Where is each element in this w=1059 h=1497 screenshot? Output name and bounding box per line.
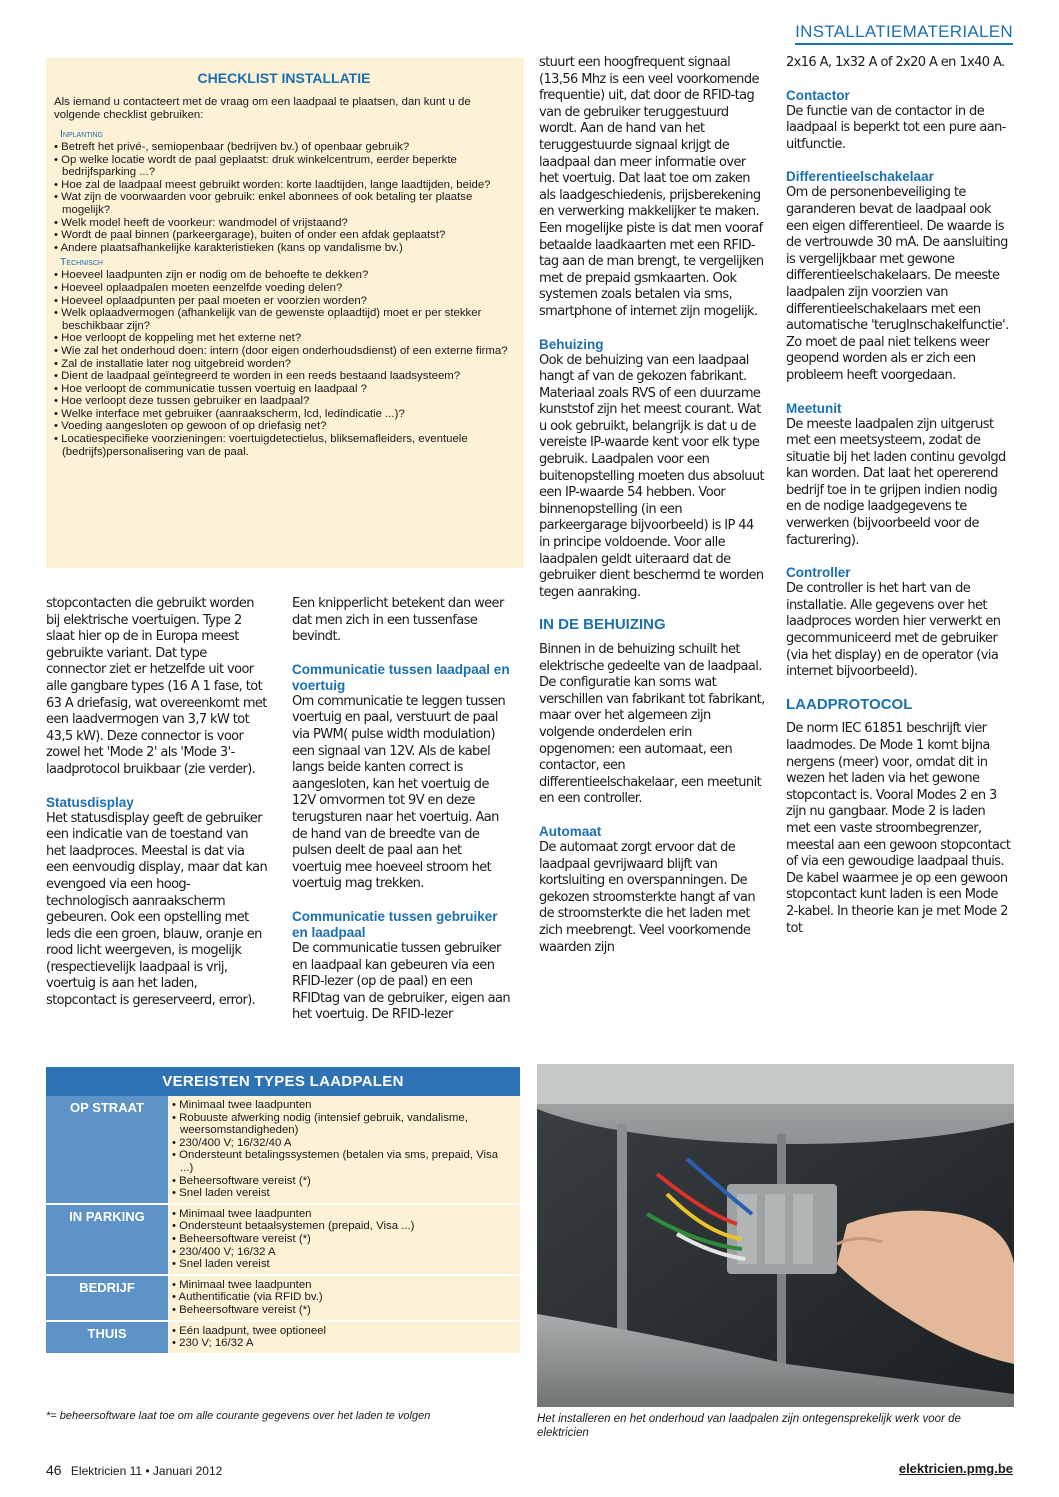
checklist-intro: Als iemand u contacteert met de vraag om een laadpaal te plaatsen, dan kunt u de volgende checklist gebruiken:: [54, 96, 471, 121]
checklist-box: [46, 58, 524, 568]
list-item: • 230/400 V; 16/32 A: [172, 1245, 276, 1258]
list-item: • Hoeveel oplaadpunten per paal moeten er voorzien worden?: [54, 295, 514, 308]
list-item: • Hoe zal de laadpaal meest gebruikt worden: korte laadtijden, lange laadtijden, beide?: [54, 179, 514, 192]
heading-statusdisplay: Statusdisplay: [46, 794, 134, 810]
list-item: • Hoe verloopt deze tussen gebruiker en laadpaal?: [54, 395, 514, 408]
heading-communicatie-voertuig: Communicatie tussen laadpaal en voertuig: [292, 661, 510, 693]
body-paragraph: stuurt een hoogfrequent signaal (13,56 Mhz is een veel voorkomende frequentie) uit, dat door de RFID-tag van de gebruiker teruggestuurd wordt. Aan de hand van het teruggestuurde signaal krijgt de laadpaal dan meer informatie over het voertuig. Dat laat toe om zaken als laadgeschiedenis, prijsberekening en verwerking makkelijker te maken. Een mogelijke piste is dat men vooraf betaalde laadkaarten met een RFID-tag aan de man brengt, te vergelijken met de prepaid gsmkaarten. Ook systemen zoals betalen via sms, smartphone of internet zijn mogelijk.: [539, 55, 764, 319]
checklist-heading-inplanting: Inplanting: [60, 128, 103, 140]
list-item: • Hoe verloopt de communicatie tussen voertuig en laadpaal ?: [54, 383, 514, 396]
list-item: • 230 V; 16/32 A: [172, 1337, 254, 1350]
table-row: [46, 1205, 520, 1276]
column-3: [539, 55, 765, 956]
heading-differentieelschakelaar: Differentieelschakelaar: [786, 169, 934, 185]
checklist-list-inplanting: [54, 141, 514, 254]
list-item: • Hoeveel oplaadpalen moeten eenzelfde voeding delen?: [54, 282, 514, 295]
body-paragraph: Een knipperlicht betekent dan weer dat men zich in een tussenfase bevindt.: [292, 596, 504, 645]
list-item: • Minimaal twee laadpunten: [172, 1278, 312, 1291]
table-row: [46, 1322, 520, 1355]
body-paragraph: De automaat zorgt ervoor dat de laadpaal gevrijwaard blijft van kortsluiting en overspanningen. De gekozen stroomsterkte hangt af van de stroomsterkte die het laden met zich meebrengt. Veel voorkomende waarden zijn: [539, 839, 756, 955]
column-4: [786, 55, 1012, 937]
issue-info: Elektricien 11 • Januari 2012: [70, 1464, 223, 1478]
body-paragraph: Ook de behuizing van een laadpaal hangt af van de gekozen fabrikant. Materiaal zoals RVS of een duurzame kunststof zijn het meest courant. Wat u ook gebruikt, belangrijk is dat u de vereiste IP-waarde kent voor elk type gebruik. Laadpalen voor een buitenopstelling moeten dus absoluut een IP-waarde 54 hebben. Voor binnenopstelling (in een parkeergarage bijvoorbeeld) is IP 44 in principe voldoende. Voor alle laadpalen geldt uiteraard dat de gebruiker dient beschermd te worden tegen aanraking.: [539, 352, 764, 600]
list-item: • Beheersoftware vereist (*): [172, 1232, 311, 1245]
body-paragraph: De communicatie tussen gebruiker en laadpaal kan gebeuren via een RFID-lezer (op de paal) en een RFIDtag van de gebruiker, eigen aan het voertuig. De RFID-lezer: [292, 940, 510, 1023]
website-link[interactable]: elektricien.pmg.be: [898, 1461, 1013, 1476]
page-number: 46: [46, 1462, 62, 1478]
list-item: • Authentificatie (via RFID bv.): [172, 1291, 323, 1304]
body-paragraph: Om communicatie te leggen tussen voertuig en paal, verstuurt de paal via PWM( pulse width modulation) een signaal van 12V. Als de kabel langs beide kanten correct is aangesloten, kan het voertuig de 12V omvormen tot 9V en deze terugsturen naar het voertuig. Aan de hand van de breedte van de pulsen deelt de paal aan het voertuig mee hoeveel stroom het voertuig mag trekken.: [292, 693, 506, 892]
row-label: BEDRIJF: [46, 1276, 168, 1320]
row-items: [168, 1096, 520, 1203]
body-paragraph: De controller is het hart van de installatie. Alle gegevens over het laadproces worden hier verwerkt en gecommuniceerd met de gebruiker (via het display) en de operator (via internet bijvoorbeeld).: [786, 581, 1001, 680]
body-paragraph: De functie van de contactor in de laadpaal is beperkt tot een pure aan-uitfunctie.: [786, 103, 1006, 152]
body-paragraph: 2x16 A, 1x32 A of 2x20 A en 1x40 A.: [786, 55, 1005, 70]
body-paragraph: De norm IEC 61851 beschrijft vier laadmodes. De Mode 1 komt bijna nergens (meer) voor, omdat dit in wezen het laden via het gewone stopcontact is. Vooral Modes 2 en 3 zijn nu gangbaar. Mode 2 is laden met een vaste stroombegrenzer, meestal aan een gewoon stopcontact of via een gewoudige laadpaal thuis. De kabel waarmee je op een gewoon stopcontact kunt laden is een Mode 2-kabel. In theorie kan je met Mode 2 tot: [786, 721, 1011, 936]
heading-automaat: Automaat: [539, 823, 602, 839]
list-item: • Welk model heeft de voorkeur: wandmodel of vrijstaand?: [54, 217, 514, 230]
list-item: • Snel laden vereist: [172, 1258, 270, 1271]
row-label: OP STRAAT: [46, 1096, 168, 1203]
list-item: • Voeding aangesloten op gewoon of op driefasig net?: [54, 420, 514, 433]
checklist-title: CHECKLIST INSTALLATIE: [197, 70, 371, 86]
table-row: [46, 1276, 520, 1322]
photo-caption: Het installeren en het onderhoud van laadpalen zijn ontegensprekelijk werk voor de elektricien: [537, 1413, 961, 1439]
list-item: • Minimaal twee laadpunten: [172, 1207, 312, 1220]
heading-meetunit: Meetunit: [786, 400, 842, 416]
body-paragraph: stopcontacten die gebruikt worden bij elektrische voertuigen. Type 2 slaat hier op de in Europa meest gebruikte variant. Dat type connector ziet er hetzelfde uit voor alle gangbare types (16 A 1 fase, tot 63 A driefasig, wat overeenkomt met een laadvermogen van 3,7 kW tot 43,5 kW). Deze connector is voor zowel het 'Mode 2' als 'Mode 3'-laadprotocol bruikbaar (zie verder).: [46, 596, 267, 777]
list-item: • Andere plaatsafhankelijke karakteristieken (kans op vandalisme bv.): [54, 242, 514, 255]
list-item: • Betreft het privé-, semiopenbaar (bedrijven bv.) of openbaar gebruik?: [54, 141, 514, 154]
list-item: • Eén laadpunt, twee optioneel: [172, 1324, 327, 1337]
list-item: • Wordt de paal binnen (parkeergarage), buiten of onder een afdak geplaatst?: [54, 229, 514, 242]
list-item: • Wat zijn de voorwaarden voor gebruik: enkel abonnees of ook betaling ter plaatse mogelijk?: [54, 191, 514, 216]
heading-in-de-behuizing: IN DE BEHUIZING: [539, 616, 666, 634]
list-item: • 230/400 V; 16/32/40 A: [172, 1136, 292, 1149]
heading-communicatie-gebruiker: Communicatie tussen gebruiker en laadpaal: [292, 908, 498, 940]
list-item: • Welk oplaadvermogen (afhankelijk van de gewenste oplaadtijd) moet er per stekker beschikbaar zijn?: [54, 307, 514, 332]
heading-behuizing: Behuizing: [539, 336, 604, 352]
row-label: IN PARKING: [46, 1205, 168, 1274]
row-label: THUIS: [46, 1322, 168, 1353]
column-1: [46, 596, 268, 1010]
row-items: [168, 1322, 520, 1353]
section-tag: INSTALLATIEMATERIALEN: [795, 22, 1013, 45]
list-item: • Beheersoftware vereist (*): [172, 1303, 311, 1316]
list-item: • Beheersoftware vereist (*): [172, 1174, 311, 1187]
heading-controller: Controller: [786, 565, 851, 581]
list-item: • Minimaal twee laadpunten: [172, 1099, 312, 1111]
row-items: [168, 1276, 520, 1320]
row-items: [168, 1205, 520, 1274]
checklist-list-technisch: [54, 269, 514, 458]
requirements-footnote: *= beheersoftware laat toe om alle courante gegevens over het laden te volgen: [46, 1410, 431, 1422]
list-item: • Welke interface met gebruiker (aanraakscherm, lcd, ledindicatie ...)?: [54, 408, 514, 421]
list-item: • Op welke locatie wordt de paal geplaatst: druk winkelcentrum, eerder beperkte bedrijfsparking ...?: [54, 154, 514, 179]
body-paragraph: De meeste laadpalen zijn uitgerust met een meetsysteem, zodat de situatie bij het laden continu gevolgd kan worden. Dat laat het opererend bedrijf toe in te grijpen indien nodig en de nodige laadgegevens te verwerken (bijvoorbeeld voor de facturering).: [786, 416, 1006, 548]
body-paragraph: Het statusdisplay geeft de gebruiker een indicatie van de toestand van het laadproces. Meestal is dat via een eenvoudig display, maar dat kan evengoed via een hoog-technologisch aanraakscherm gebeuren. Ook een opstelling met leds die een groen, blauw, oranje en rood licht weergeven, is mogelijk (respectievelijk laadpaal is vrij, voertuig is aan het laden, stopcontact is gereserveerd, error).: [46, 810, 268, 1009]
requirements-table: [46, 1067, 520, 1355]
list-item: • Ondersteunt betalingssystemen (betalen via sms, prepaid, Visa ...): [172, 1149, 499, 1174]
installation-photo: [537, 1064, 1014, 1407]
list-item: • Ondersteunt betaalsystemen (prepaid, Visa ...): [172, 1220, 415, 1233]
table-row: [46, 1096, 520, 1205]
body-paragraph: Om de personenbeveiliging te garanderen bevat de laadpaal ook een eigen differentieel. De waarde is de vertrouwde 30 mA. De aansluiting is vergelijkbaar met gewone differentieelschakelaars. De meeste laadpalen zijn voorzien van differentieelschakelaars met een automatische 'terugInschakelfunctie'. Zo moet de paal niet telkens weer geopend worden als er zich een probleem heeft voorgedaan.: [786, 185, 1009, 383]
page-footer: [46, 1462, 222, 1478]
body-paragraph: Binnen in de behuizing schuilt het elektrische gedeelte van de laadpaal. De configuratie kan soms wat verschillen van fabrikant tot fabrikant, maar over het algemeen zijn volgende onderdelen erin opgenomen: een automaat, een contactor, een differentieelschakelaar, een meetunit en een controller.: [539, 642, 765, 807]
heading-contactor: Contactor: [786, 87, 850, 103]
list-item: • Zal de installatie later nog uitgebreid worden?: [54, 358, 514, 371]
list-item: • Hoeveel laadpunten zijn er nodig om de behoefte te dekken?: [54, 269, 514, 282]
list-item: • Wie zal het onderhoud doen: intern (door eigen onderhoudsdienst) of een externe firma?: [54, 345, 514, 358]
photo-illustration: [537, 1064, 1014, 1407]
checklist-heading-technisch: Technisch: [60, 256, 103, 269]
list-item: • Robuuste afwerking nodig (intensief gebruik, vandalisme, weersomstandigheden): [172, 1111, 468, 1137]
heading-laadprotocol: LAADPROTOCOL: [786, 695, 913, 713]
column-2: [292, 596, 514, 1024]
list-item: • Snel laden vereist: [172, 1187, 270, 1200]
list-item: • Dient de laadpaal geïntegreerd te worden in een reeds bestaand laadsysteem?: [54, 370, 514, 383]
list-item: • Locatiespecifieke voorzieningen: voertuigdetectielus, bliksemafleiders, eventuele (bedrijfs)personalisering van de paal.: [54, 433, 514, 458]
requirements-title: VEREISTEN TYPES LAADPALEN: [46, 1067, 520, 1096]
list-item: • Hoe verloopt de koppeling met het externe net?: [54, 332, 514, 345]
